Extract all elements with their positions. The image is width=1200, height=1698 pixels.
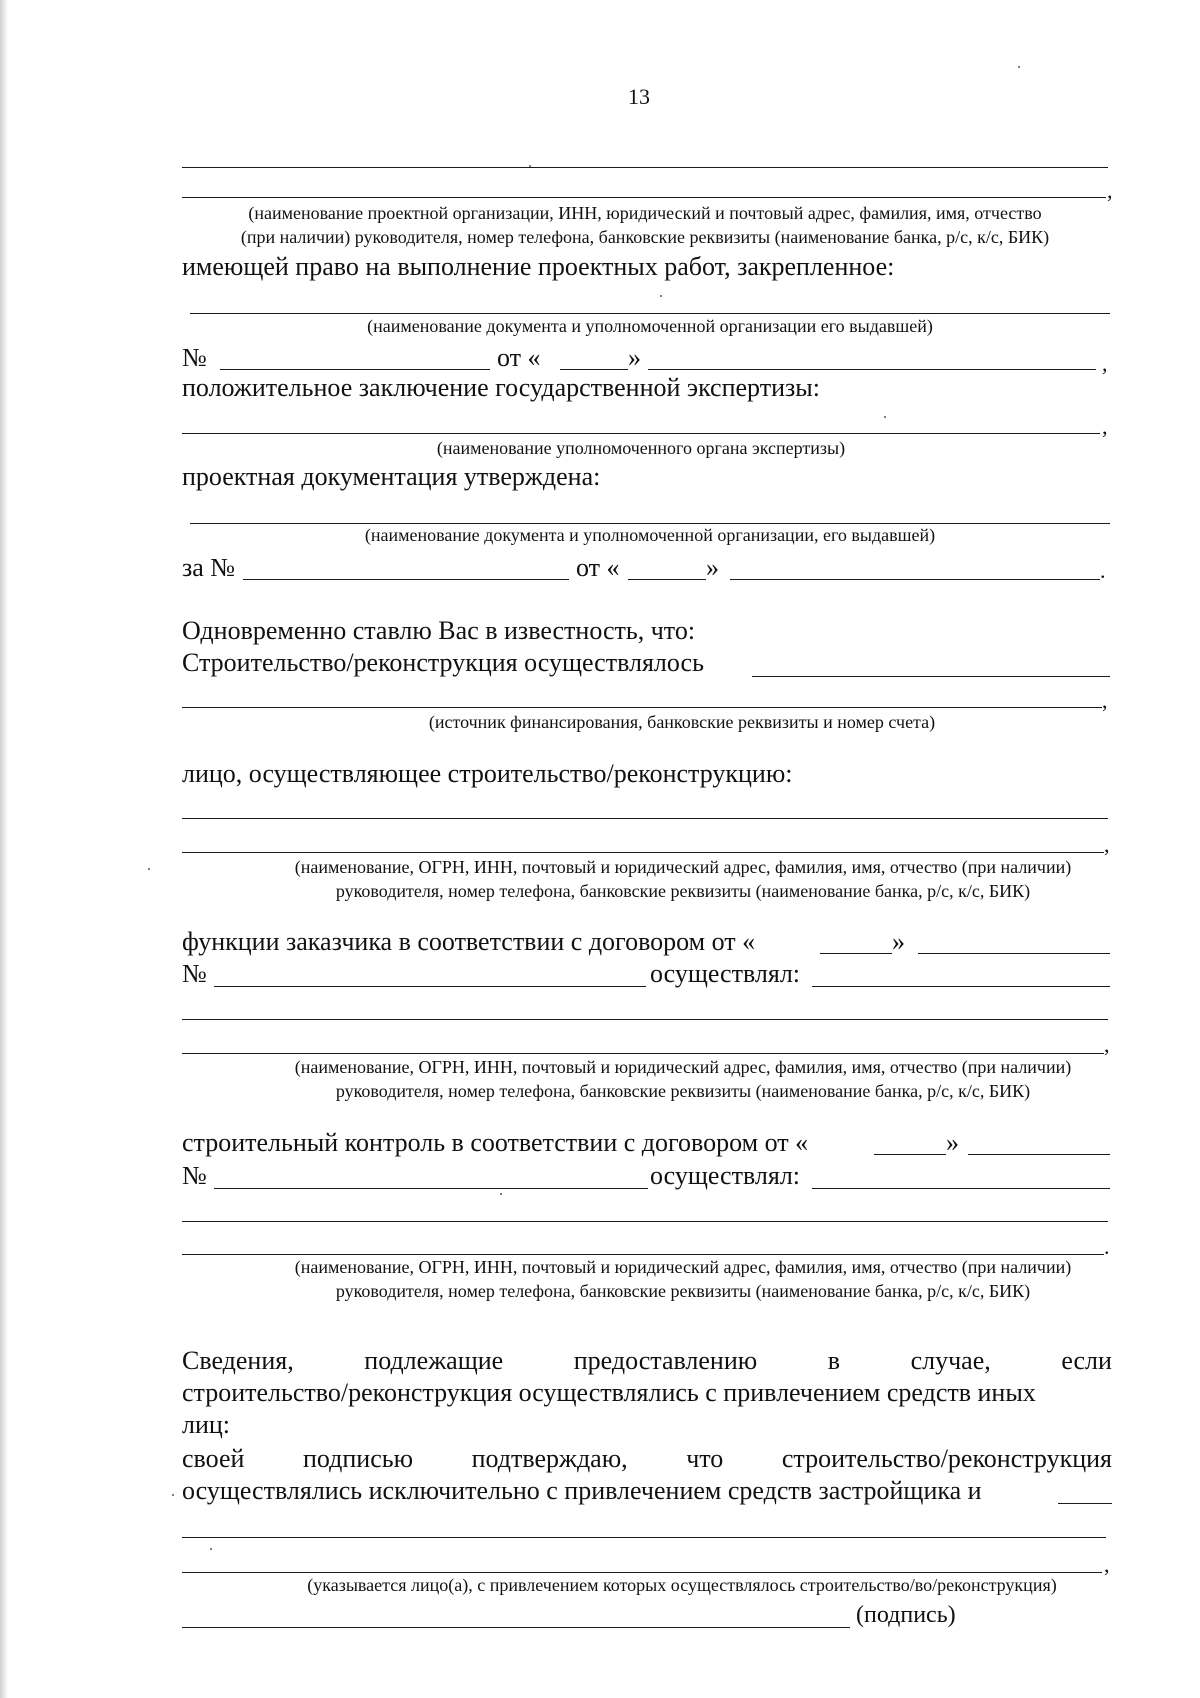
- trailing-comma: ,: [1102, 688, 1108, 713]
- fill-line-control-2[interactable]: [182, 1254, 1104, 1255]
- trailing-comma: ,: [1104, 1552, 1110, 1577]
- permit-day-field[interactable]: [560, 369, 628, 370]
- control-contract-day-field[interactable]: [874, 1154, 946, 1155]
- fill-line-design-org-1[interactable]: [182, 167, 1108, 168]
- investors-field-3[interactable]: [182, 1572, 1102, 1573]
- confirm-word: подписью: [302, 1444, 414, 1473]
- customer-contract-date-field[interactable]: [918, 953, 1110, 954]
- caption-permit-doc: (наименование документа и уполномоченной организации его выдавшей): [367, 316, 933, 336]
- close-quote: »: [628, 343, 641, 372]
- close-quote: »: [892, 927, 905, 956]
- permit-date-field[interactable]: [648, 369, 1096, 370]
- scan-edge-shadow: [0, 0, 8, 1698]
- caption-design-org-2: (при наличии) руководителя, номер телефона, банковские реквизиты (наименование банка, р/с, к/с, БИК): [240, 227, 1050, 247]
- info-word: случае,: [910, 1346, 991, 1375]
- info-word: подлежащие: [364, 1346, 504, 1375]
- confirm-line-2: осуществлялись исключительно с привлечением средств застройщика и: [182, 1476, 982, 1505]
- caption-customer-2: руководителя, номер телефона, банковские реквизиты (наименование банка, р/с, к/с, БИК): [335, 1081, 1031, 1101]
- scan-speck: [529, 165, 531, 167]
- approval-day-field[interactable]: [628, 579, 706, 580]
- trailing-comma: ,: [1107, 178, 1113, 203]
- positive-conclusion-label: положительное заключение государственной экспертизы:: [182, 373, 820, 402]
- confirm-word: своей: [182, 1444, 245, 1473]
- info-line-3: лиц:: [182, 1410, 231, 1439]
- fill-line-customer-2[interactable]: [182, 1053, 1104, 1054]
- control-performer-field[interactable]: [812, 1188, 1110, 1189]
- trailing-comma: ,: [1102, 351, 1108, 376]
- customer-functions-label: функции заказчика в соответствии с договором от «: [182, 927, 756, 956]
- control-contract-number-field[interactable]: [214, 1188, 648, 1189]
- caption-control-1: (наименование, ОГРН, ИНН, почтовый и юридический адрес, фамилия, имя, отчество (при наличии): [294, 1257, 1072, 1277]
- investors-field-2[interactable]: [182, 1537, 1106, 1538]
- permit-number-field[interactable]: [220, 369, 490, 370]
- confirm-word: строительство/реконструкция: [781, 1444, 1112, 1473]
- fill-line-builder-1[interactable]: [182, 818, 1108, 819]
- page-number: 13: [628, 84, 650, 109]
- customer-performer-field[interactable]: [812, 986, 1110, 987]
- fill-line-permit-doc[interactable]: [190, 313, 1110, 314]
- number-sign: №: [182, 959, 207, 988]
- scan-speck: [210, 1548, 212, 1550]
- performed-label: осуществлял:: [650, 959, 801, 988]
- approval-number-field[interactable]: [243, 579, 569, 580]
- fill-line-design-org-2[interactable]: [182, 197, 1106, 198]
- fill-line-builder-2[interactable]: [182, 852, 1104, 853]
- confirm-word: подтверждаю,: [471, 1444, 628, 1473]
- confirm-word: что: [686, 1444, 724, 1473]
- scan-speck: [500, 1193, 502, 1195]
- caption-design-org-1: (наименование проектной организации, ИНН, юридический и почтовый адрес, фамилия, имя, отчество: [248, 203, 1042, 223]
- caption-approval-doc: (наименование документа и уполномоченной организации, его выдавшей): [364, 525, 936, 545]
- info-word: в: [827, 1346, 841, 1375]
- approval-date-field[interactable]: [730, 579, 1100, 580]
- info-word: Сведения,: [182, 1346, 294, 1375]
- scan-speck: [884, 416, 886, 418]
- financing-field-1[interactable]: [752, 676, 1110, 677]
- scan-speck: [172, 1494, 174, 1496]
- trailing-comma: ,: [1104, 1032, 1110, 1057]
- fill-line-control-1[interactable]: [182, 1221, 1108, 1222]
- za-number-label: за №: [182, 553, 236, 582]
- signature-field[interactable]: [182, 1627, 850, 1628]
- customer-contract-day-field[interactable]: [820, 953, 892, 954]
- info-line-1: [182, 1346, 1112, 1376]
- number-sign: №: [182, 343, 207, 372]
- trailing-comma: ,: [1104, 832, 1110, 857]
- scan-speck: [148, 868, 150, 870]
- trailing-period: .: [1104, 1234, 1110, 1259]
- trailing-comma: ,: [1102, 414, 1108, 439]
- caption-builder-2: руководителя, номер телефона, банковские реквизиты (наименование банка, р/с, к/с, БИК): [335, 881, 1031, 901]
- caption-builder-1: (наименование, ОГРН, ИНН, почтовый и юридический адрес, фамилия, имя, отчество (при наличии): [294, 857, 1072, 877]
- caption-persons: (указывается лицо(а), с привлечением которых осуществлялось строительство/во/реконструкция): [307, 1575, 1057, 1595]
- number-sign: №: [182, 1161, 207, 1190]
- scan-speck: [660, 295, 662, 297]
- from-label: от «: [576, 553, 620, 582]
- caption-customer-1: (наименование, ОГРН, ИНН, почтовый и юридический адрес, фамилия, имя, отчество (при наличии): [294, 1057, 1072, 1077]
- confirm-line-1: [182, 1444, 1112, 1474]
- info-word: предоставлению: [573, 1346, 758, 1375]
- close-quote: »: [706, 553, 719, 582]
- from-label: от «: [497, 343, 541, 372]
- caption-control-2: руководителя, номер телефона, банковские реквизиты (наименование банка, р/с, к/с, БИК): [335, 1281, 1031, 1301]
- trailing-period: .: [1100, 558, 1106, 583]
- approved-label: проектная документация утверждена:: [182, 462, 601, 491]
- scan-speck: [1018, 66, 1020, 68]
- investors-field-1[interactable]: [1058, 1503, 1112, 1504]
- caption-financing: (источник финансирования, банковские реквизиты и номер счета): [428, 712, 936, 732]
- caption-expertise: (наименование уполномоченного органа экспертизы): [436, 438, 846, 458]
- customer-contract-number-field[interactable]: [214, 986, 646, 987]
- design-right-label: имеющей право на выполнение проектных работ, закрепленное:: [182, 252, 895, 281]
- signature-caption: (подпись): [856, 1602, 956, 1628]
- builder-person-label: лицо, осуществляющее строительство/реконструкцию:: [182, 759, 793, 788]
- info-word: если: [1061, 1346, 1112, 1375]
- close-quote: »: [946, 1128, 959, 1157]
- performed-label: осуществлял:: [650, 1161, 801, 1190]
- construction-done-label: Строительство/реконструкция осуществлялось: [182, 648, 704, 677]
- fill-line-expertise[interactable]: [182, 433, 1100, 434]
- control-contract-date-field[interactable]: [968, 1154, 1110, 1155]
- simultaneously-label: Одновременно ставлю Вас в известность, что:: [182, 616, 696, 645]
- info-line-2: строительство/реконструкция осуществлялись с привлечением средств иных: [182, 1378, 1036, 1407]
- construction-control-label: строительный контроль в соответствии с договором от «: [182, 1128, 809, 1157]
- financing-field-2[interactable]: [182, 707, 1102, 708]
- fill-line-customer-1[interactable]: [182, 1019, 1108, 1020]
